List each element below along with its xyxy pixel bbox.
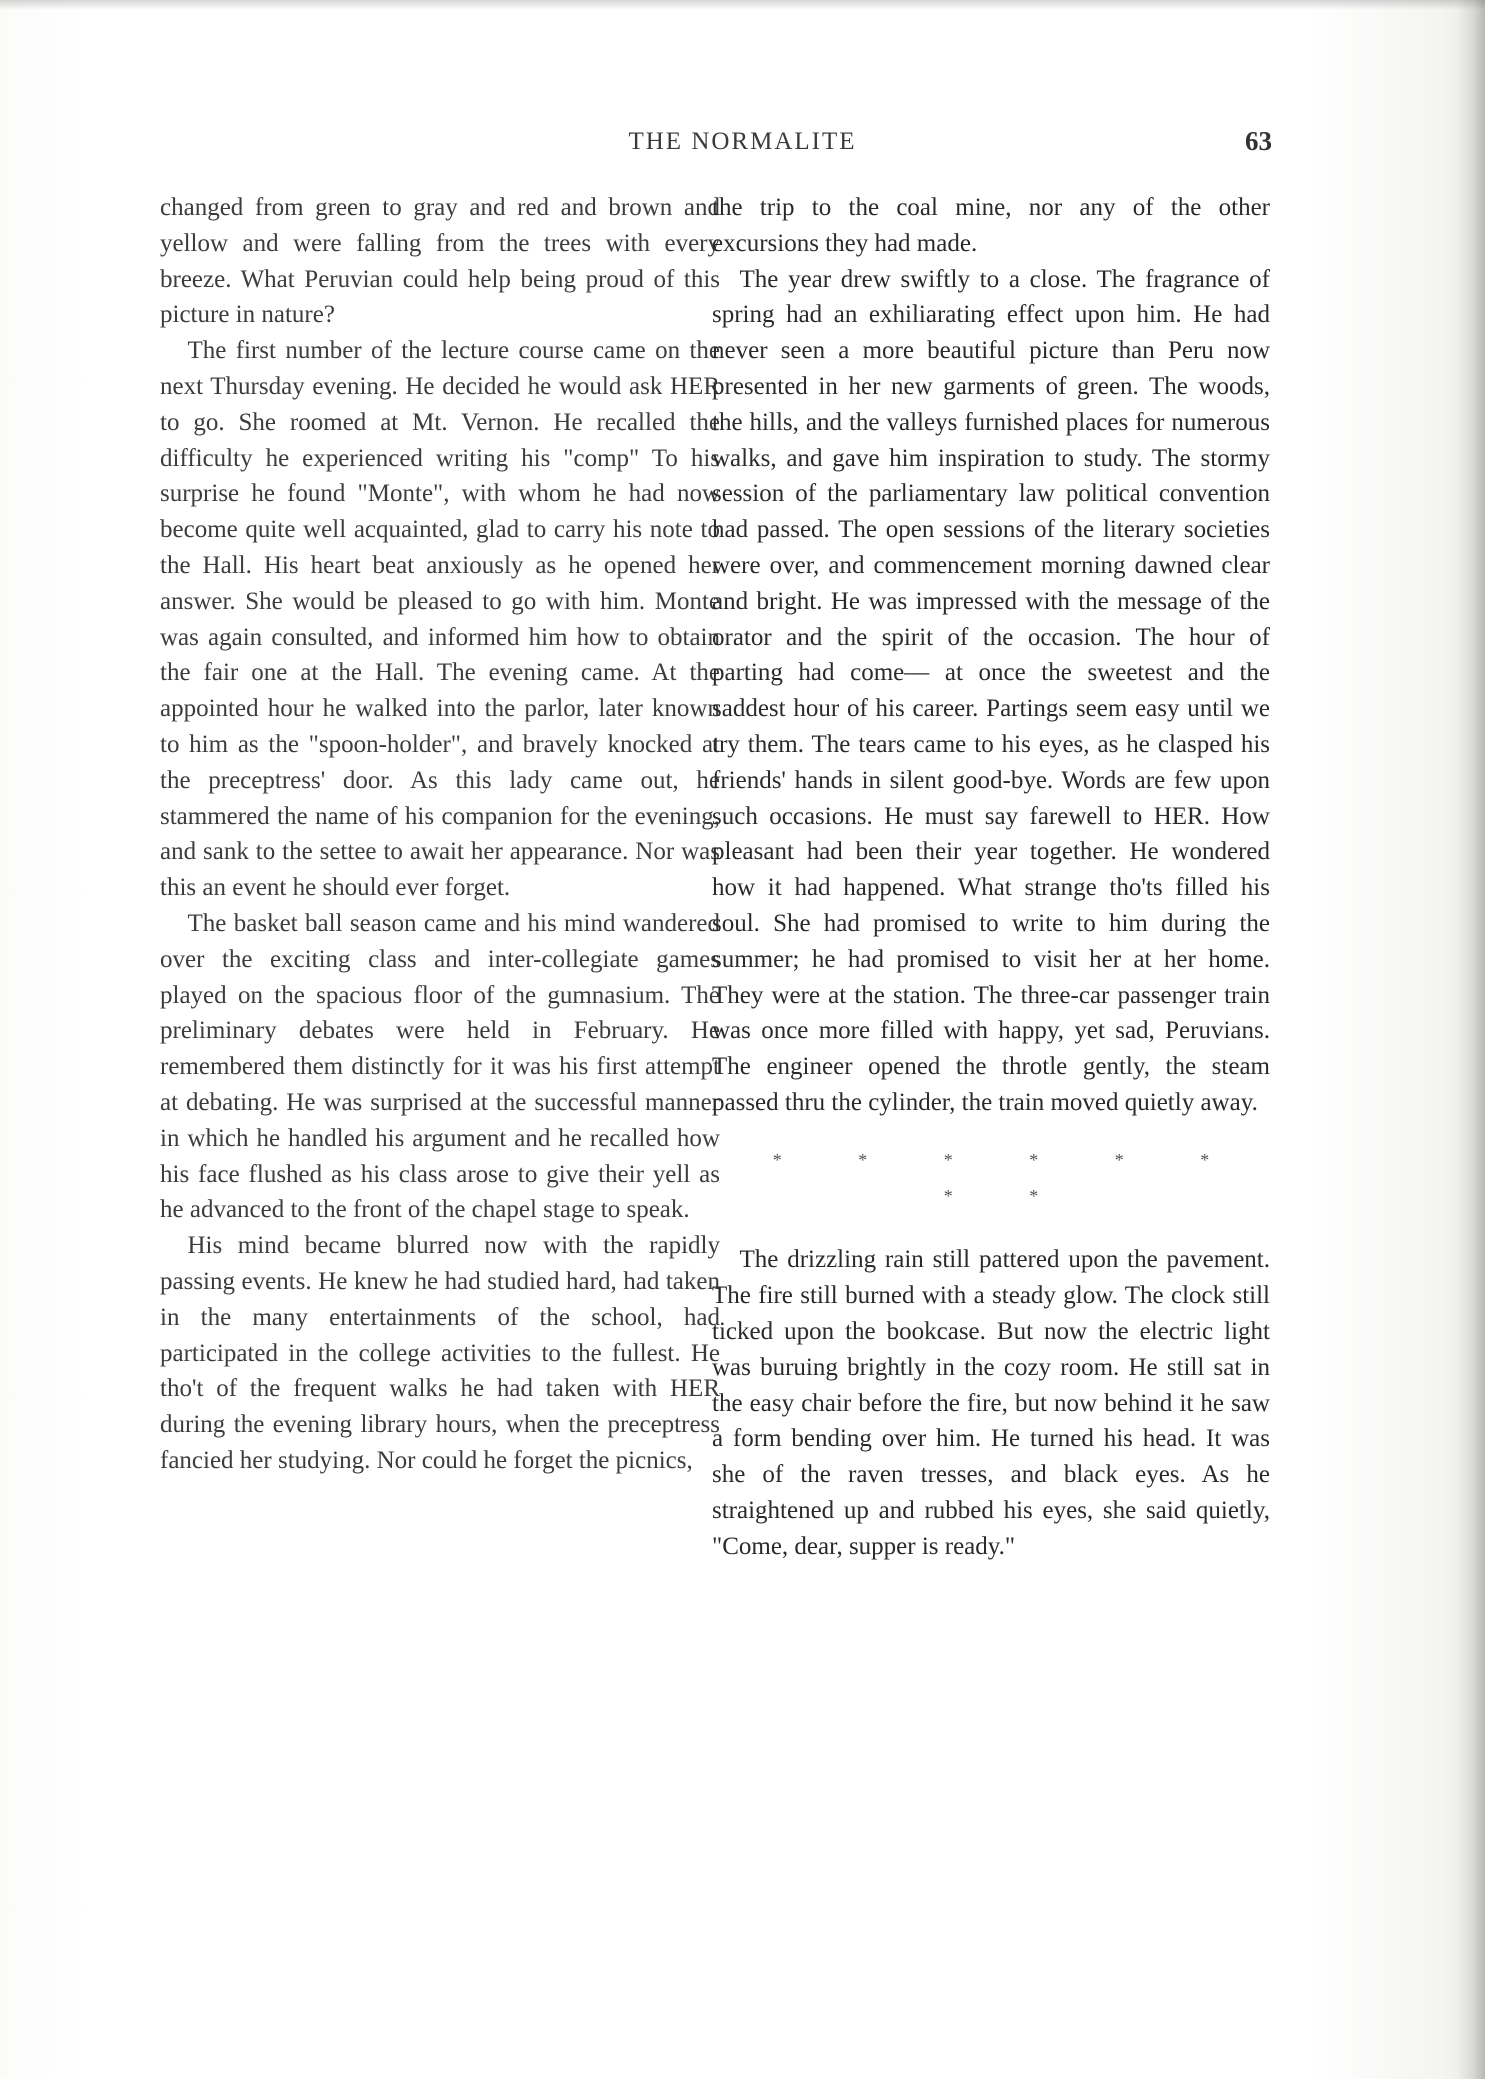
paragraph: The drizzling rain still pattered upon the pavement. The fire still burned with a steady glow. The clock still ticked upon the bookcase. But now the electric light was buruing brightly in the cozy room. He still sat in the easy chair before the fire, but now behind it he saw a form bending over him. He turned his head. It was she of the raven tresses, and black eyes. As he straightened up and rubbed his eyes, she said quietly, "Come, dear, supper is ready." xyxy=(712,1246,1270,1560)
running-header-title: THE NORMALITE xyxy=(628,128,857,155)
paragraph: The first number of the lecture course came on the next Thursday evening. He decided he would ask HER to go. She roomed at Mt. Vernon. He recalled the difficulty he experienced writing his "comp" To his surprise he found "Monte", with whom he had now become quite well acquainted, glad to carry his note to the Hall. His heart beat anxiously as he opened her answer. She would be pleased to go with him. Monte was again consulted, and informed him how to obtain the fair one at the Hall. The evening came. At the appointed hour he walked into the parlor, later known to him as the "spoon-holder", and bravely knocked at the preceptress' door. As this lady came out, he stammered the name of his companion for the evening, and sank to the settee to await her appearance. Nor was this an event he should ever forget. xyxy=(160,337,720,902)
page-right-shadow xyxy=(1457,0,1485,2079)
page-number: 63 xyxy=(1245,126,1272,156)
right-column xyxy=(712,190,1270,1564)
section-separator: * * * * * * * * xyxy=(772,1149,1246,1206)
paragraph: The basket ball season came and his mind wandered over the exciting class and inter-collegiate games played on the spacious floor of the gumnasium. The preliminary debates were held in February. He remembered them distinctly for it was his first attempt at debating. He was surprised at the successful manner in which he handled his argument and he recalled how his face flushed as his class arose to give their yell as he advanced to the front of the chapel stage to speak. xyxy=(160,909,720,1224)
paragraph: the trip to the coal mine, nor any of the other excursions they had made. xyxy=(712,194,1270,257)
paragraph: The year drew swiftly to a close. The fragrance of spring had an exhiliarating effect upon him. He had never seen a more beautiful picture than Peru now presented in her new garments of green. The woods, the hills, and the valleys furnished places for numerous walks, and gave him inspiration to study. The stormy session of the parliamentary law political convention had passed. The open sessions of the literary societies were over, and commencement morning dawned clear and bright. He was impressed with the message of the orator and the spirit of the occasion. The hour of parting had come— at once the sweetest and the saddest hour of his career. Partings seem easy until we try them. The tears came to his eyes, as he clasped his friends' hands in silent good-bye. Words are few upon such occasions. He must say farewell to HER. How pleasant had been their year together. He wondered how it had happened. What strange tho'ts filled his soul. She had promised to write to him during the summer; he had promised to visit her at her home. They were at the station. The three-car passenger train was once more filled with happy, yet sad, Peruvians. The engineer opened the throtle gently, the steam passed thru the cylinder, the train moved quietly away. xyxy=(712,265,1270,1116)
paragraph: changed from green to gray and red and brown and yellow and were falling from the trees with every breeze. What Peruvian could help being proud of this picture in nature? xyxy=(160,194,720,329)
left-column xyxy=(160,190,720,1479)
paragraph: His mind became blurred now with the rapidly passing events. He knew he had studied hard, had taken in the many entertainments of the school, had participated in the college activities to the fullest. He tho't of the frequent walks he had taken with HER during the evening library hours, when the preceptress fancied her studying. Nor could he forget the picnics, xyxy=(160,1232,720,1474)
page-top-shadow xyxy=(0,0,1485,10)
